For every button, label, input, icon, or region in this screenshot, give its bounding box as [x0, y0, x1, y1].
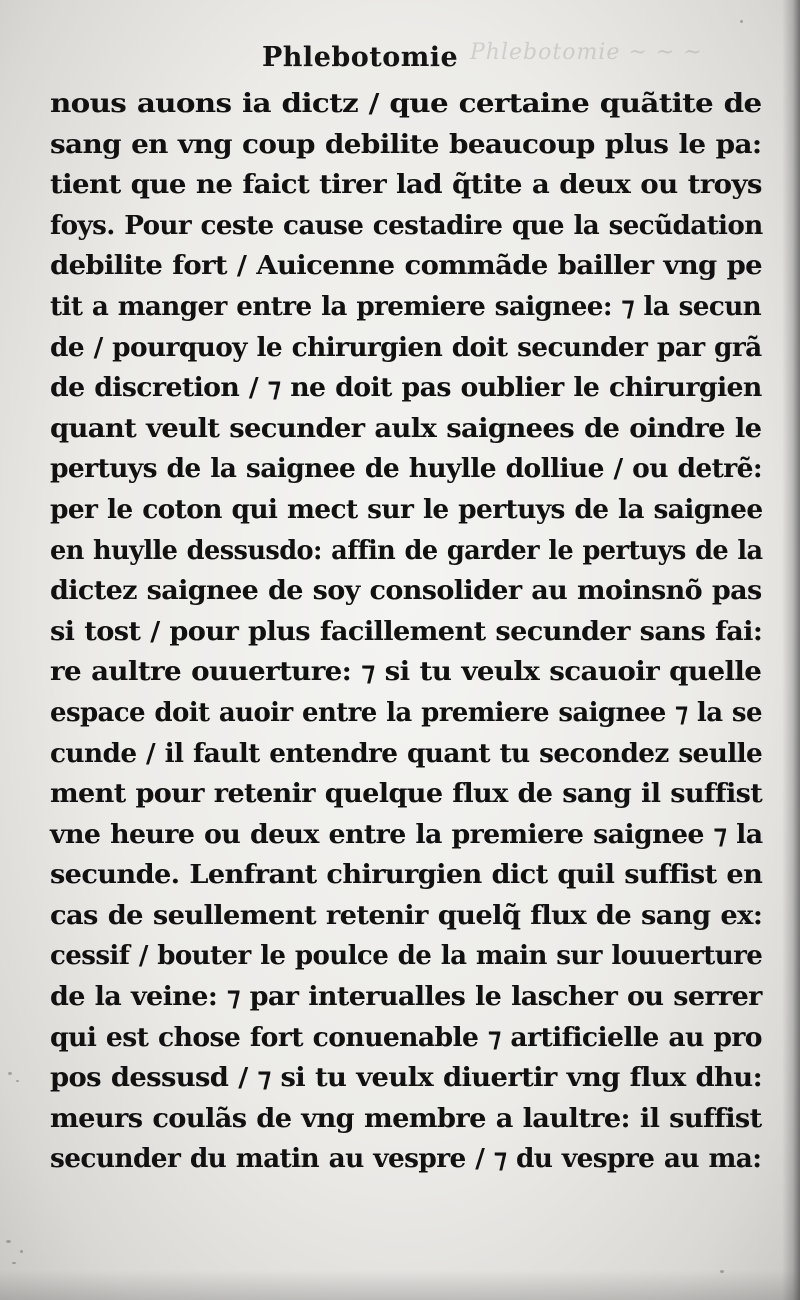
- text-line: cas de seullement retenir quelq̃ flux de sang ex:: [50, 900, 763, 931]
- text-line: cessif / bouter le poulce de la main sur louuerture: [50, 941, 763, 972]
- text-line: espace doit auoir entre la premiere saignee ⁊ la se: [50, 697, 762, 728]
- text-line: foys. Pour ceste cause cestadire que la secũdation: [50, 210, 763, 241]
- text-line: quant veult secunder aulx saignees de oindre le: [50, 413, 762, 444]
- text-line: pos dessusd / ⁊ si tu veulx diuertir vng flux dhu:: [50, 1063, 763, 1094]
- text-line: qui est chose fort conuenable ⁊ artificielle au pro: [50, 1022, 762, 1053]
- text-line: debilite fort / Auicenne commãde bailler vng pe: [50, 251, 762, 282]
- text-line: re aultre ouuerture: ⁊ si tu veulx scauoir quelle: [50, 657, 762, 688]
- text-line: si tost / pour plus facillement secunder sans fai:: [50, 616, 763, 647]
- bleed-through-text: Phlebotomie ~ ~ ~: [470, 40, 703, 65]
- text-line: nous auons ia dictz / que certaine quãtite de: [50, 89, 762, 119]
- text-line: tient que ne faict tirer lad q̃tite a deux ou troys: [50, 170, 762, 201]
- text-line: per le coton qui mect sur le pertuys de la saignee: [50, 494, 763, 525]
- text-line: de la veine: ⁊ par interualles le lascher ou serrer: [50, 982, 762, 1013]
- body-text: [50, 84, 762, 1180]
- text-line: meurs coulãs de vng membre a laultre: il suffist: [50, 1103, 762, 1134]
- text-line: pertuys de la saignee de huylle dolliue / ou detrẽ:: [50, 454, 763, 485]
- text-line: dictez saignee de soy consolider au moinsnõ pas: [50, 576, 762, 607]
- text-line: de discretion / ⁊ ne doit pas oublier le chirurgien: [50, 373, 762, 404]
- text-line: sang en vng coup debilite beaucoup plus le pa:: [50, 129, 762, 160]
- text-line: secunde. Lenfrant chirurgien dict quil suffist en: [50, 860, 763, 891]
- text-line: secunder du matin au vespre / ⁊ du vespre au ma:: [50, 1144, 762, 1175]
- text-line: en huylle dessusdo: affin de garder le pertuys de la: [50, 535, 763, 566]
- running-head: Phlebotomie: [262, 42, 459, 73]
- page-edge-shadow: [782, 0, 800, 1300]
- text-line: de / pourquoy le chirurgien doit secunder par grã: [50, 332, 762, 363]
- text-line: cunde / il fault entendre quant tu secondez seulle: [50, 738, 763, 769]
- text-line: vne heure ou deux entre la premiere saignee ⁊ la: [50, 819, 763, 850]
- text-line: ment pour retenir quelque flux de sang il suffist: [50, 779, 763, 810]
- text-line: tit a manger entre la premiere saignee: ⁊ la secun: [50, 291, 762, 322]
- page-bottom-shadow: [0, 1270, 800, 1300]
